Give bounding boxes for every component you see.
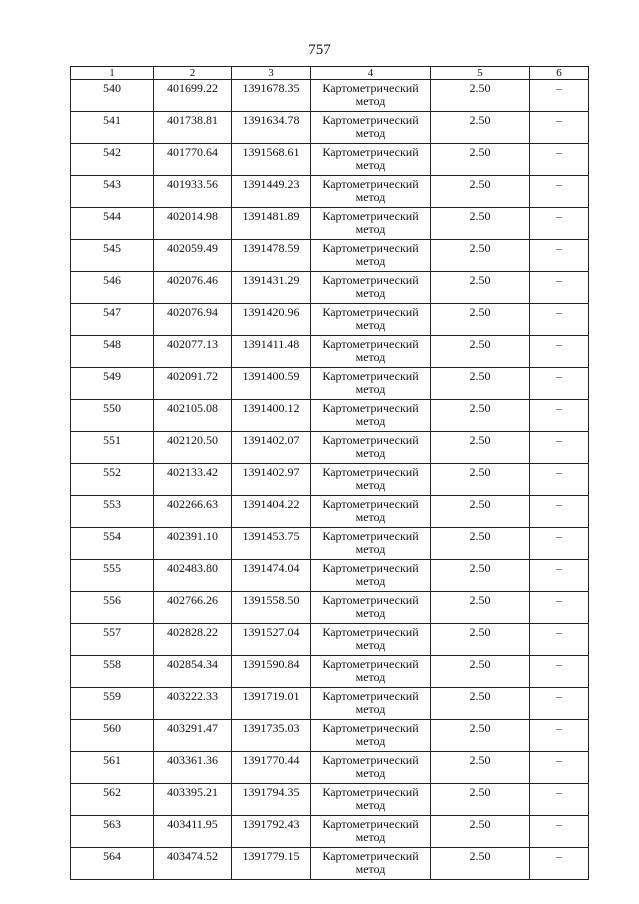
method-line-1: Картометрический: [322, 401, 419, 415]
accuracy-cell: 2.50: [431, 272, 530, 304]
method-line-1: Картометрический: [322, 721, 419, 735]
method-line-2: метод: [355, 222, 386, 236]
method-cell: [311, 368, 431, 400]
y-coordinate-cell: 1391719.01: [232, 688, 311, 720]
y-coordinate-cell: 1391431.29: [232, 272, 311, 304]
note-cell: –: [530, 208, 589, 240]
point-number-cell: 541: [71, 112, 154, 144]
method-line-2: метод: [355, 510, 386, 524]
accuracy-cell: 2.50: [431, 112, 530, 144]
accuracy-cell: 2.50: [431, 784, 530, 816]
point-number-cell: 542: [71, 144, 154, 176]
method-line-2: метод: [355, 318, 386, 332]
method-line-1: Картометрический: [322, 497, 419, 511]
table-row: [71, 176, 589, 208]
table-row: [71, 624, 589, 656]
accuracy-cell: 2.50: [431, 656, 530, 688]
accuracy-cell: 2.50: [431, 304, 530, 336]
point-number-cell: 557: [71, 624, 154, 656]
method-cell: [311, 112, 431, 144]
method-cell: [311, 688, 431, 720]
method-line-1: Картометрический: [322, 529, 419, 543]
coordinates-table: [70, 66, 589, 880]
note-cell: –: [530, 336, 589, 368]
table-row: [71, 720, 589, 752]
note-cell: –: [530, 112, 589, 144]
x-coordinate-cell: 403222.33: [154, 688, 232, 720]
method-line-2: метод: [355, 94, 386, 108]
method-line-1: Картометрический: [322, 593, 419, 607]
method-line-1: Картометрический: [322, 177, 419, 191]
point-number-cell: 552: [71, 464, 154, 496]
table-row: [71, 528, 589, 560]
header-col-3: 3: [232, 67, 311, 80]
accuracy-cell: 2.50: [431, 240, 530, 272]
x-coordinate-cell: 403411.95: [154, 816, 232, 848]
table-row: [71, 784, 589, 816]
header-col-6: 6: [530, 67, 589, 80]
method-line-1: Картометрический: [322, 785, 419, 799]
y-coordinate-cell: 1391779.15: [232, 848, 311, 880]
table-row: [71, 816, 589, 848]
accuracy-cell: 2.50: [431, 176, 530, 208]
point-number-cell: 546: [71, 272, 154, 304]
accuracy-cell: 2.50: [431, 720, 530, 752]
method-line-2: метод: [355, 574, 386, 588]
point-number-cell: 545: [71, 240, 154, 272]
y-coordinate-cell: 1391474.04: [232, 560, 311, 592]
x-coordinate-cell: 401699.22: [154, 80, 232, 112]
table-row: [71, 240, 589, 272]
method-line-2: метод: [355, 542, 386, 556]
accuracy-cell: 2.50: [431, 336, 530, 368]
method-line-2: метод: [355, 254, 386, 268]
table-row: [71, 112, 589, 144]
y-coordinate-cell: 1391590.84: [232, 656, 311, 688]
y-coordinate-cell: 1391453.75: [232, 528, 311, 560]
x-coordinate-cell: 402483.80: [154, 560, 232, 592]
method-line-1: Картометрический: [322, 689, 419, 703]
header-col-2: 2: [154, 67, 232, 80]
point-number-cell: 550: [71, 400, 154, 432]
y-coordinate-cell: 1391402.07: [232, 432, 311, 464]
method-line-1: Картометрический: [322, 561, 419, 575]
table-row: [71, 432, 589, 464]
method-cell: [311, 496, 431, 528]
table-row: [71, 368, 589, 400]
point-number-cell: 543: [71, 176, 154, 208]
method-cell: [311, 720, 431, 752]
point-number-cell: 558: [71, 656, 154, 688]
y-coordinate-cell: 1391400.12: [232, 400, 311, 432]
x-coordinate-cell: 402014.98: [154, 208, 232, 240]
method-line-1: Картометрический: [322, 337, 419, 351]
table-row: [71, 656, 589, 688]
table-row: [71, 464, 589, 496]
method-line-2: метод: [355, 862, 386, 876]
method-line-1: Картометрический: [322, 241, 419, 255]
table-row: [71, 752, 589, 784]
point-number-cell: 549: [71, 368, 154, 400]
table-row: [71, 496, 589, 528]
table-row: [71, 208, 589, 240]
y-coordinate-cell: 1391792.43: [232, 816, 311, 848]
note-cell: –: [530, 304, 589, 336]
point-number-cell: 563: [71, 816, 154, 848]
note-cell: –: [530, 368, 589, 400]
method-line-2: метод: [355, 126, 386, 140]
x-coordinate-cell: 402120.50: [154, 432, 232, 464]
method-line-2: метод: [355, 158, 386, 172]
method-line-1: Картометрический: [322, 753, 419, 767]
method-line-1: Картометрический: [322, 817, 419, 831]
y-coordinate-cell: 1391735.03: [232, 720, 311, 752]
accuracy-cell: 2.50: [431, 80, 530, 112]
method-line-1: Картометрический: [322, 625, 419, 639]
y-coordinate-cell: 1391770.44: [232, 752, 311, 784]
method-cell: [311, 80, 431, 112]
note-cell: –: [530, 624, 589, 656]
accuracy-cell: 2.50: [431, 560, 530, 592]
method-cell: [311, 624, 431, 656]
method-cell: [311, 560, 431, 592]
note-cell: –: [530, 560, 589, 592]
y-coordinate-cell: 1391794.35: [232, 784, 311, 816]
note-cell: –: [530, 656, 589, 688]
method-cell: [311, 784, 431, 816]
x-coordinate-cell: 402391.10: [154, 528, 232, 560]
table-row: [71, 400, 589, 432]
table-row: [71, 848, 589, 880]
method-line-2: метод: [355, 766, 386, 780]
y-coordinate-cell: 1391568.61: [232, 144, 311, 176]
method-cell: [311, 432, 431, 464]
y-coordinate-cell: 1391449.23: [232, 176, 311, 208]
method-line-1: Картометрический: [322, 849, 419, 863]
method-cell: [311, 144, 431, 176]
x-coordinate-cell: 402828.22: [154, 624, 232, 656]
point-number-cell: 544: [71, 208, 154, 240]
point-number-cell: 547: [71, 304, 154, 336]
accuracy-cell: 2.50: [431, 816, 530, 848]
note-cell: –: [530, 688, 589, 720]
y-coordinate-cell: 1391558.50: [232, 592, 311, 624]
x-coordinate-cell: 403395.21: [154, 784, 232, 816]
table-row: [71, 560, 589, 592]
method-line-2: метод: [355, 414, 386, 428]
accuracy-cell: 2.50: [431, 400, 530, 432]
method-cell: [311, 752, 431, 784]
note-cell: –: [530, 528, 589, 560]
header-col-1: 1: [71, 67, 154, 80]
x-coordinate-cell: 402076.46: [154, 272, 232, 304]
method-cell: [311, 816, 431, 848]
y-coordinate-cell: 1391404.22: [232, 496, 311, 528]
y-coordinate-cell: 1391678.35: [232, 80, 311, 112]
method-cell: [311, 848, 431, 880]
point-number-cell: 548: [71, 336, 154, 368]
method-line-2: метод: [355, 350, 386, 364]
header-col-4: 4: [311, 67, 431, 80]
accuracy-cell: 2.50: [431, 848, 530, 880]
y-coordinate-cell: 1391527.04: [232, 624, 311, 656]
method-cell: [311, 304, 431, 336]
accuracy-cell: 2.50: [431, 528, 530, 560]
accuracy-cell: 2.50: [431, 208, 530, 240]
y-coordinate-cell: 1391634.78: [232, 112, 311, 144]
note-cell: –: [530, 144, 589, 176]
note-cell: –: [530, 432, 589, 464]
table-row: [71, 272, 589, 304]
method-line-2: метод: [355, 190, 386, 204]
x-coordinate-cell: 401770.64: [154, 144, 232, 176]
point-number-cell: 555: [71, 560, 154, 592]
accuracy-cell: 2.50: [431, 752, 530, 784]
note-cell: –: [530, 592, 589, 624]
x-coordinate-cell: 402854.34: [154, 656, 232, 688]
point-number-cell: 556: [71, 592, 154, 624]
table-row: [71, 80, 589, 112]
accuracy-cell: 2.50: [431, 688, 530, 720]
point-number-cell: 540: [71, 80, 154, 112]
method-line-1: Картометрический: [322, 305, 419, 319]
x-coordinate-cell: 403474.52: [154, 848, 232, 880]
method-line-1: Картометрический: [322, 209, 419, 223]
table-row: [71, 304, 589, 336]
method-cell: [311, 208, 431, 240]
accuracy-cell: 2.50: [431, 432, 530, 464]
header-row: [71, 67, 589, 80]
accuracy-cell: 2.50: [431, 464, 530, 496]
point-number-cell: 553: [71, 496, 154, 528]
method-line-1: Картометрический: [322, 657, 419, 671]
method-line-1: Картометрический: [322, 369, 419, 383]
method-line-1: Картометрический: [322, 81, 419, 95]
point-number-cell: 561: [71, 752, 154, 784]
method-line-2: метод: [355, 702, 386, 716]
method-cell: [311, 656, 431, 688]
y-coordinate-cell: 1391400.59: [232, 368, 311, 400]
x-coordinate-cell: 402766.26: [154, 592, 232, 624]
x-coordinate-cell: 402105.08: [154, 400, 232, 432]
accuracy-cell: 2.50: [431, 368, 530, 400]
table-row: [71, 688, 589, 720]
method-cell: [311, 272, 431, 304]
method-cell: [311, 336, 431, 368]
note-cell: –: [530, 240, 589, 272]
note-cell: –: [530, 816, 589, 848]
method-line-2: метод: [355, 734, 386, 748]
method-line-2: метод: [355, 382, 386, 396]
note-cell: –: [530, 80, 589, 112]
method-cell: [311, 592, 431, 624]
method-line-2: метод: [355, 670, 386, 684]
note-cell: –: [530, 752, 589, 784]
table-row: [71, 336, 589, 368]
point-number-cell: 554: [71, 528, 154, 560]
accuracy-cell: 2.50: [431, 624, 530, 656]
x-coordinate-cell: 402077.13: [154, 336, 232, 368]
method-line-2: метод: [355, 638, 386, 652]
table-row: [71, 144, 589, 176]
point-number-cell: 559: [71, 688, 154, 720]
note-cell: –: [530, 400, 589, 432]
point-number-cell: 562: [71, 784, 154, 816]
note-cell: –: [530, 176, 589, 208]
method-cell: [311, 176, 431, 208]
method-cell: [311, 240, 431, 272]
x-coordinate-cell: 403291.47: [154, 720, 232, 752]
x-coordinate-cell: 402059.49: [154, 240, 232, 272]
x-coordinate-cell: 401738.81: [154, 112, 232, 144]
point-number-cell: 564: [71, 848, 154, 880]
x-coordinate-cell: 403361.36: [154, 752, 232, 784]
method-line-2: метод: [355, 606, 386, 620]
note-cell: –: [530, 496, 589, 528]
method-line-1: Картометрический: [322, 433, 419, 447]
header-col-5: 5: [431, 67, 530, 80]
note-cell: –: [530, 720, 589, 752]
point-number-cell: 560: [71, 720, 154, 752]
note-cell: –: [530, 272, 589, 304]
y-coordinate-cell: 1391420.96: [232, 304, 311, 336]
accuracy-cell: 2.50: [431, 144, 530, 176]
method-line-2: метод: [355, 478, 386, 492]
method-cell: [311, 400, 431, 432]
x-coordinate-cell: 402266.63: [154, 496, 232, 528]
x-coordinate-cell: 402076.94: [154, 304, 232, 336]
method-cell: [311, 528, 431, 560]
x-coordinate-cell: 402133.42: [154, 464, 232, 496]
point-number-cell: 551: [71, 432, 154, 464]
method-line-2: метод: [355, 446, 386, 460]
accuracy-cell: 2.50: [431, 592, 530, 624]
method-line-1: Картометрический: [322, 113, 419, 127]
page-number: 757: [308, 42, 331, 58]
y-coordinate-cell: 1391478.59: [232, 240, 311, 272]
y-coordinate-cell: 1391481.89: [232, 208, 311, 240]
note-cell: –: [530, 464, 589, 496]
method-line-2: метод: [355, 798, 386, 812]
method-line-1: Картометрический: [322, 465, 419, 479]
x-coordinate-cell: 401933.56: [154, 176, 232, 208]
method-line-1: Картометрический: [322, 273, 419, 287]
y-coordinate-cell: 1391402.97: [232, 464, 311, 496]
method-line-2: метод: [355, 830, 386, 844]
note-cell: –: [530, 848, 589, 880]
method-cell: [311, 464, 431, 496]
y-coordinate-cell: 1391411.48: [232, 336, 311, 368]
accuracy-cell: 2.50: [431, 496, 530, 528]
note-cell: –: [530, 784, 589, 816]
x-coordinate-cell: 402091.72: [154, 368, 232, 400]
method-line-2: метод: [355, 286, 386, 300]
method-line-1: Картометрический: [322, 145, 419, 159]
table-row: [71, 592, 589, 624]
